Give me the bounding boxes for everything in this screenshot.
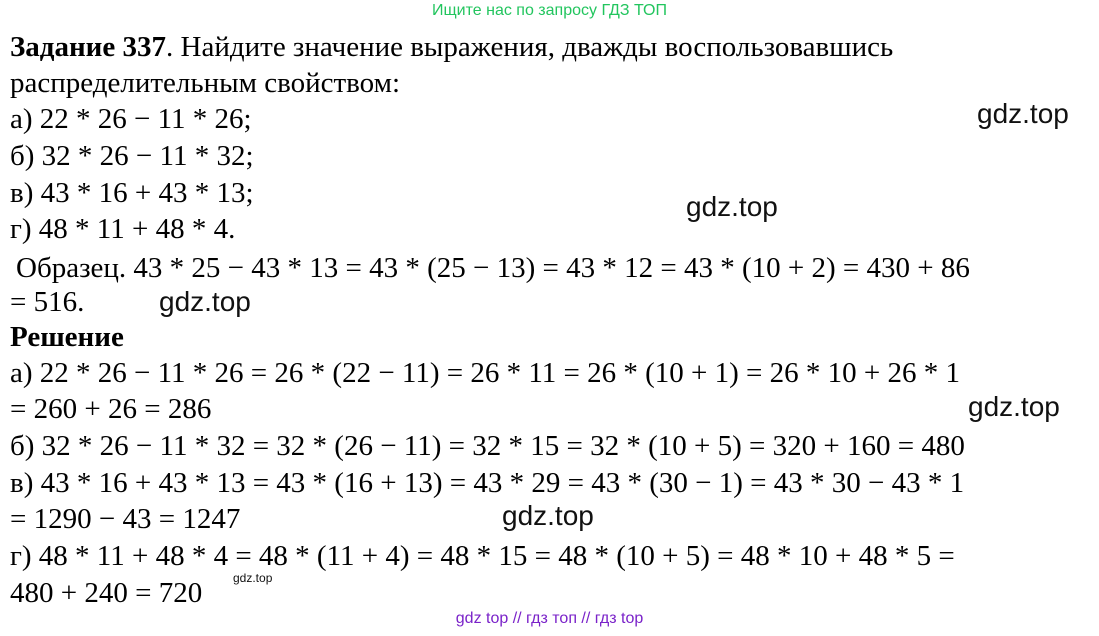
task-item-b: б) 32 * 26 − 11 * 32; <box>10 140 254 172</box>
task-title: Задание 337 <box>10 31 167 63</box>
solution-line-a1: а) 22 * 26 − 11 * 26 = 26 * (22 − 11) = 26 * 11 = 26 * (10 + 1) = 26 * 10 + 26 * 1 <box>10 357 961 389</box>
task-item-v: в) 43 * 16 + 43 * 13; <box>10 177 254 209</box>
example-line-2: = 516. <box>10 286 85 318</box>
solution-line-v1: в) 43 * 16 + 43 * 13 = 43 * (16 + 13) = 43 * 29 = 43 * (30 − 1) = 43 * 30 − 43 * 1 <box>10 467 965 499</box>
solution-line-g2: 480 + 240 = 720 <box>10 577 203 609</box>
task-line-1 <box>10 30 893 64</box>
example-line-1: Образец. 43 * 25 − 43 * 13 = 43 * (25 − 13) = 43 * 12 = 43 * (10 + 2) = 430 + 86 <box>16 252 970 284</box>
task-line-2: распределительным свойством: <box>10 67 400 99</box>
task-item-g: г) 48 * 11 + 48 * 4. <box>10 213 236 245</box>
solution-heading: Решение <box>10 321 124 353</box>
task-item-a: а) 22 * 26 − 11 * 26; <box>10 103 252 135</box>
solution-line-v2: = 1290 − 43 = 1247 <box>10 503 241 535</box>
watermark-1: gdz.top <box>977 98 1069 129</box>
solution-line-a2: = 260 + 26 = 286 <box>10 393 212 425</box>
watermark-5: gdz.top <box>502 500 594 531</box>
top-link[interactable]: Ищите нас по запросу ГДЗ ТОП <box>432 2 667 19</box>
watermark-3: gdz.top <box>159 286 251 317</box>
task-text-1: . Найдите значение выражения, дважды воспользовавшись <box>166 31 894 63</box>
solution-line-g1: г) 48 * 11 + 48 * 4 = 48 * (11 + 4) = 48 * 15 = 48 * (10 + 5) = 48 * 10 + 48 * 5 = <box>10 540 955 572</box>
watermark-6: gdz.top <box>233 571 273 585</box>
solution-line-b: б) 32 * 26 − 11 * 32 = 32 * (26 − 11) = 32 * 15 = 32 * (10 + 5) = 320 + 160 = 480 <box>10 430 965 462</box>
watermark-2: gdz.top <box>686 191 778 222</box>
watermark-4: gdz.top <box>968 391 1060 422</box>
footer-links[interactable]: gdz top // гдз топ // гдз top <box>455 610 644 627</box>
